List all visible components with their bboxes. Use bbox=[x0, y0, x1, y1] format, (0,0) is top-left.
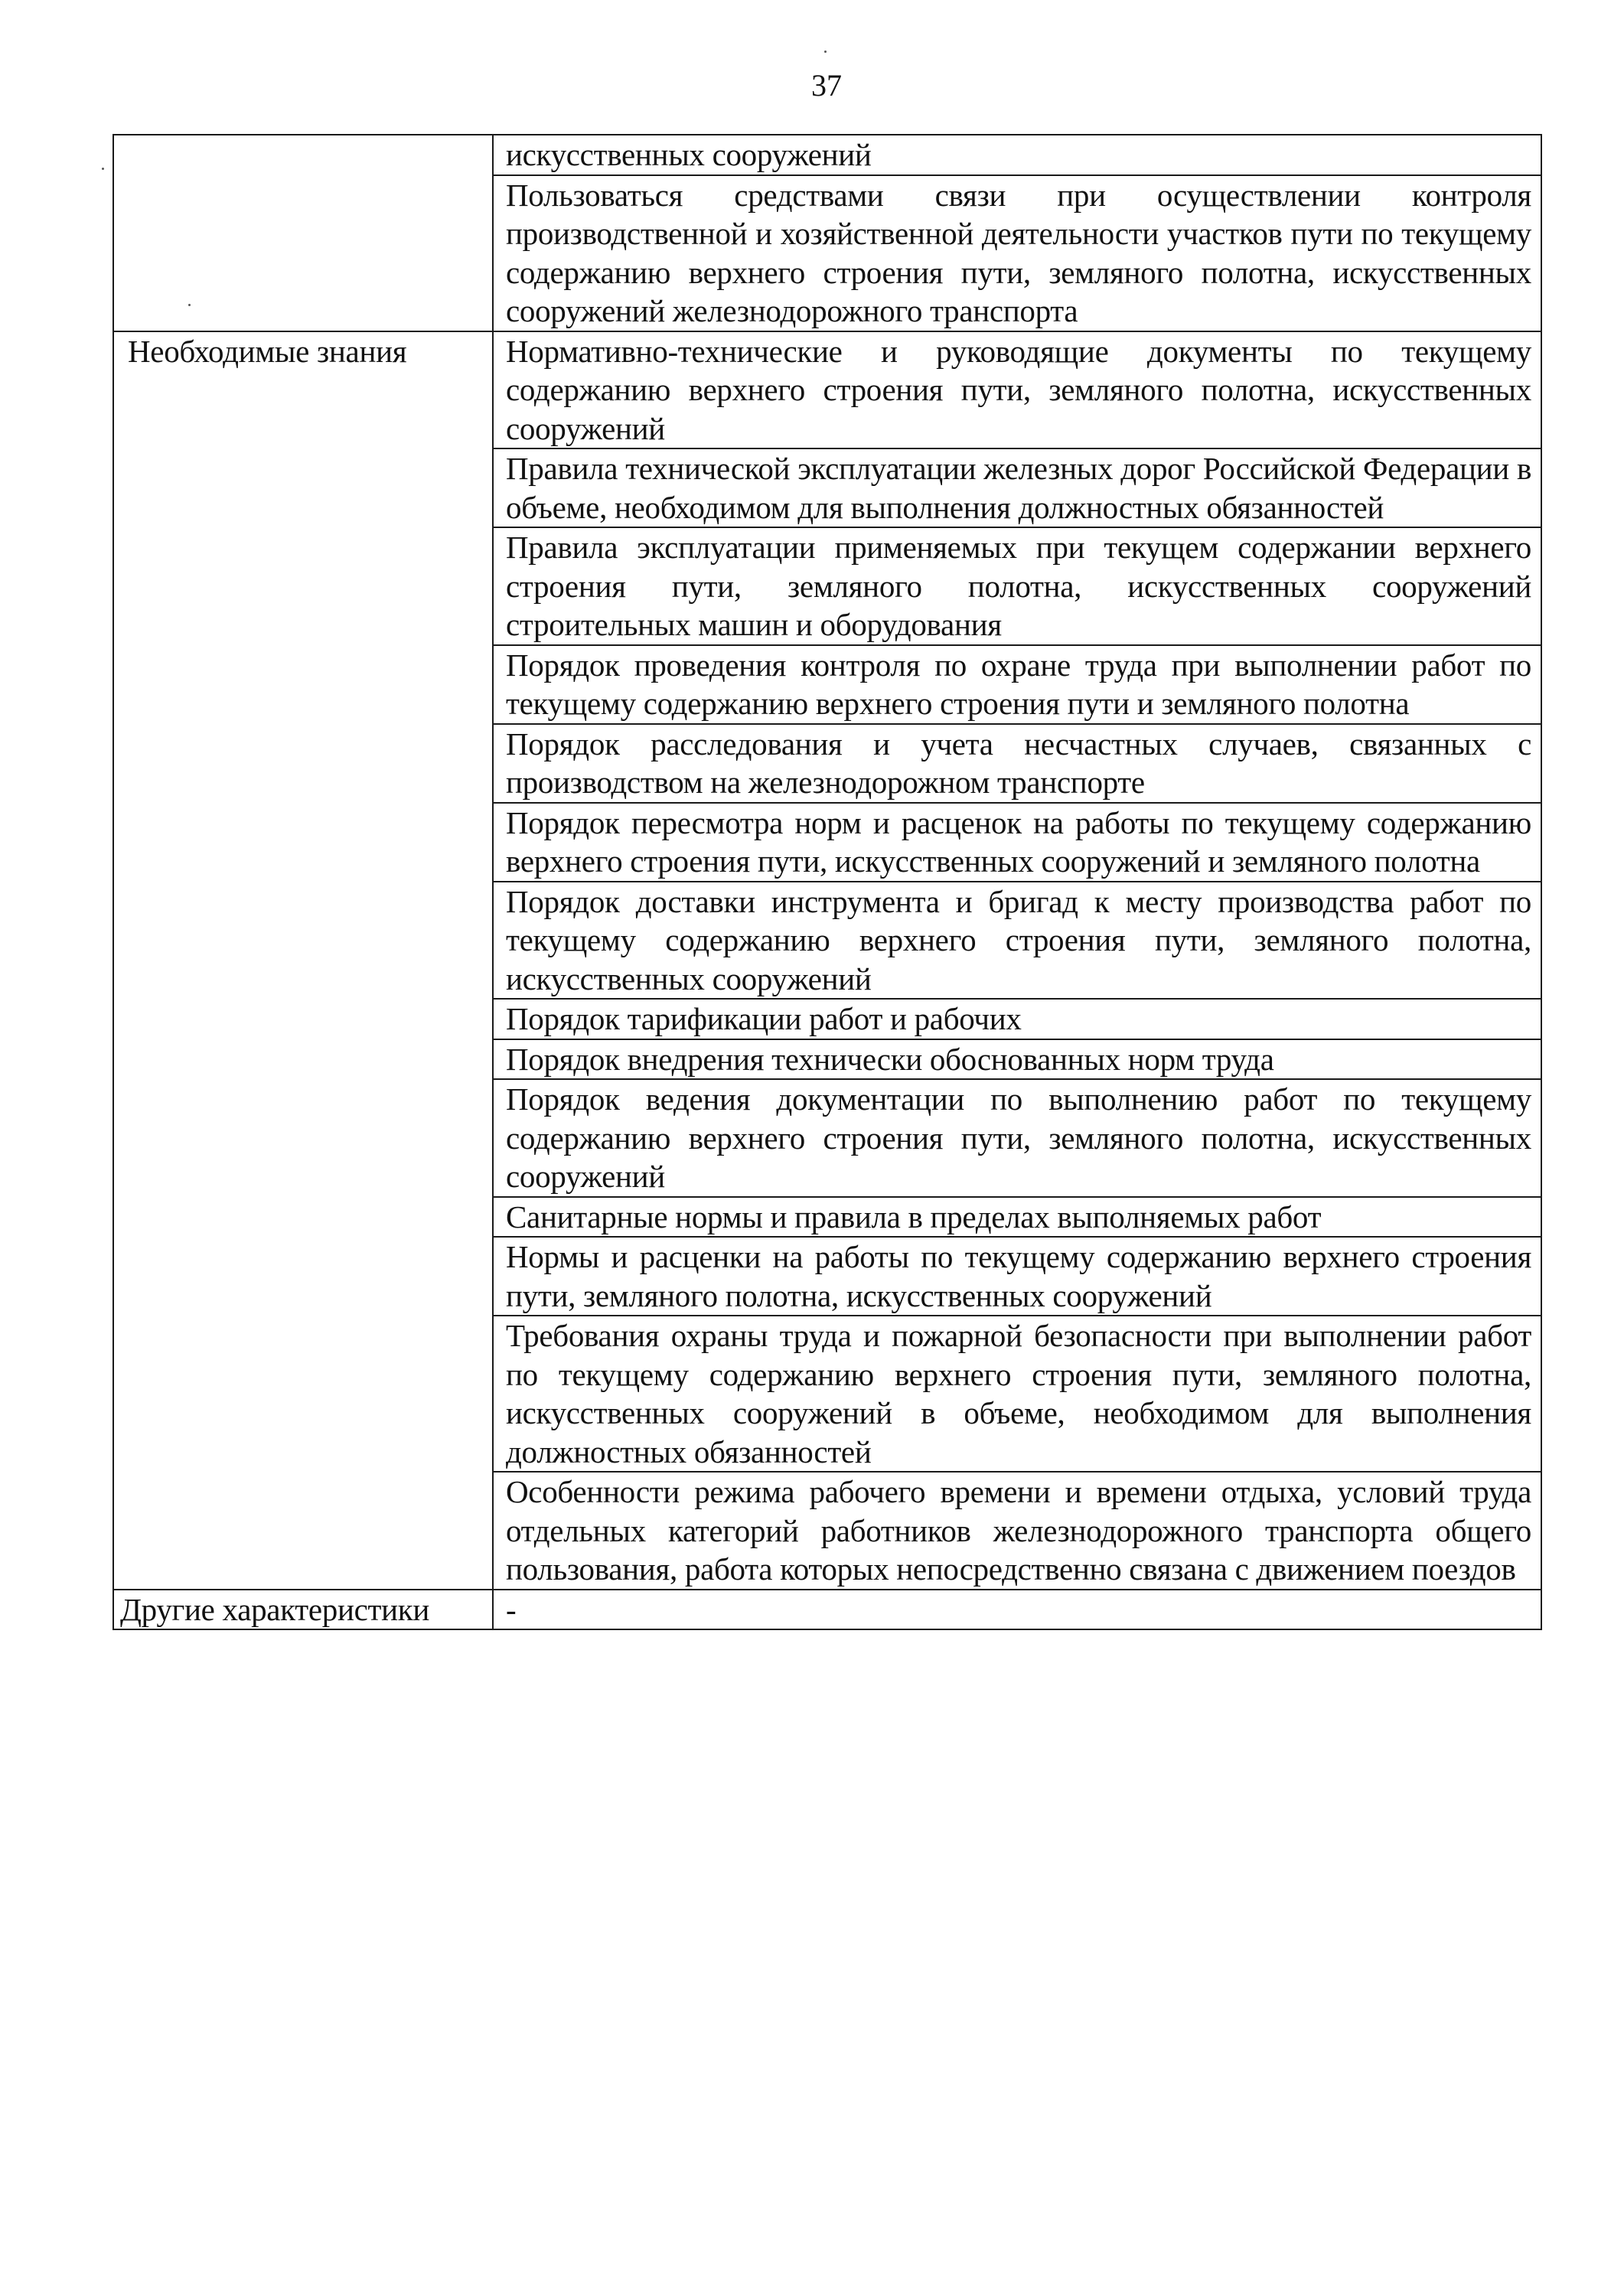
page-number: 37 bbox=[811, 68, 842, 103]
group-label-continuation bbox=[113, 135, 493, 331]
knowledge-item: Особенности режима рабочего времени и времени отдыха, условий труда отдельных категорий работников железнодорожного транспорта общего пользования, работа которых непосредственно связана с движением поездов bbox=[493, 1472, 1541, 1590]
knowledge-item: Порядок тарификации работ и рабочих bbox=[493, 999, 1541, 1039]
knowledge-item: Порядок внедрения технически обоснованных норм труда bbox=[493, 1039, 1541, 1080]
knowledge-item: Требования охраны труда и пожарной безопасности при выполнении работ по текущему содержанию верхнего строения пути, земляного полотна, искусственных сооружений в объеме, необходимом для выполнения должностных обязанностей bbox=[493, 1316, 1541, 1472]
skill-item: искусственных сооружений bbox=[493, 135, 1541, 175]
scan-speck bbox=[824, 51, 827, 53]
knowledge-item: Порядок пересмотра норм и расценок на работы по текущему содержанию верхнего строения пути, искусственных сооружений и земляного полотна bbox=[493, 803, 1541, 882]
other-value: - bbox=[493, 1590, 1541, 1630]
table-row bbox=[113, 331, 1541, 449]
table-row bbox=[113, 1590, 1541, 1630]
knowledge-item: Порядок расследования и учета несчастных случаев, связанных с производством на железнодорожном транспорте bbox=[493, 724, 1541, 803]
knowledge-item: Нормы и расценки на работы по текущему содержанию верхнего строения пути, земляного полотна, искусственных сооружений bbox=[493, 1237, 1541, 1316]
knowledge-item: Правила технической эксплуатации железных дорог Российской Федерации в объеме, необходимом для выполнения должностных обязанностей bbox=[493, 448, 1541, 527]
knowledge-item: Правила эксплуатации применяемых при текущем содержании верхнего строения пути, земляного полотна, искусственных сооружений строительных машин и оборудования bbox=[493, 527, 1541, 645]
skill-item: Пользоваться средствами связи при осуществлении контроля производственной и хозяйственной деятельности участков пути по текущему содержанию верхнего строения пути, земляного полотна, искусственных сооружений железнодорожного транспорта bbox=[493, 175, 1541, 331]
knowledge-item: Санитарные нормы и правила в пределах выполняемых работ bbox=[493, 1197, 1541, 1238]
scan-speck bbox=[102, 168, 104, 170]
knowledge-item: Порядок ведения документации по выполнению работ по текущему содержанию верхнего строения пути, земляного полотна, искусственных сооружений bbox=[493, 1079, 1541, 1197]
knowledge-item: Нормативно-технические и руководящие документы по текущему содержанию верхнего строения пути, земляного полотна, искусственных сооружений bbox=[493, 331, 1541, 449]
knowledge-item: Порядок проведения контроля по охране труда при выполнении работ по текущему содержанию верхнего строения пути и земляного полотна bbox=[493, 645, 1541, 724]
group-label-other: Другие характеристики bbox=[113, 1590, 493, 1630]
table-row bbox=[113, 135, 1541, 175]
group-label-knowledge: Необходимые знания bbox=[113, 331, 493, 1590]
knowledge-item: Порядок доставки инструмента и бригад к месту производства работ по текущему содержанию верхнего строения пути, земляного полотна, искусственных сооружений bbox=[493, 882, 1541, 1000]
qualification-table bbox=[113, 134, 1542, 1630]
